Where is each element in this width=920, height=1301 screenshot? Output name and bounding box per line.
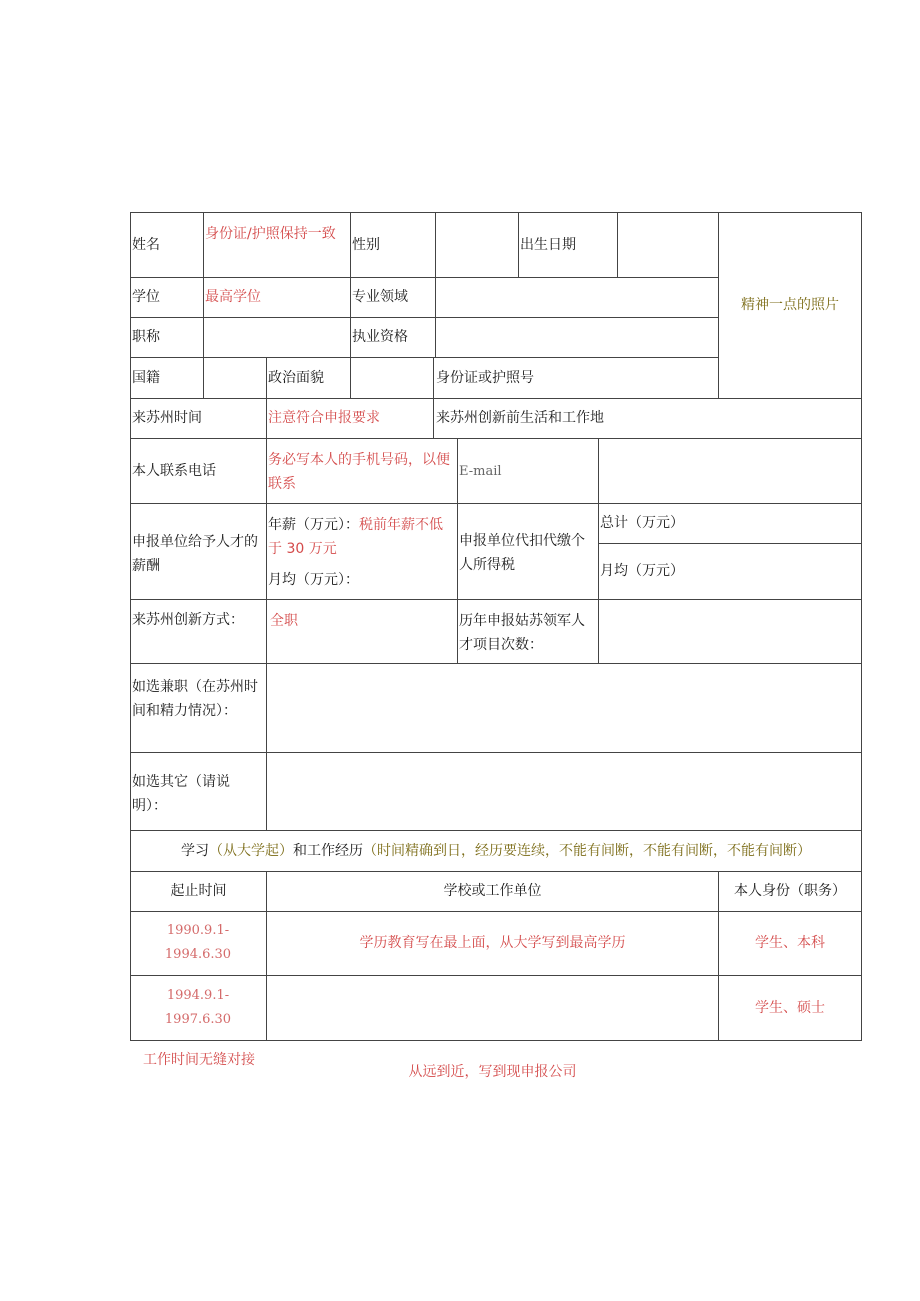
- email-label: E-mail: [459, 464, 502, 479]
- qualification-label: 执业资格: [352, 329, 408, 345]
- experience-row-2-role: 学生、硕士: [755, 999, 825, 1016]
- title-label: 职称: [132, 329, 160, 345]
- table-border: [130, 357, 719, 358]
- table-border: [617, 212, 618, 277]
- table-border: [435, 212, 436, 357]
- note-seamless-work: 工作时间无缝对接: [143, 1052, 255, 1068]
- innovation-mode-label: 来苏州创新方式：: [132, 612, 244, 628]
- major-label: 专业领域: [352, 289, 408, 305]
- table-border: [130, 1040, 862, 1041]
- table-border: [266, 398, 267, 831]
- table-border: [433, 357, 434, 398]
- table-border: [130, 503, 862, 504]
- arrive-time-label: 来苏州时间: [132, 410, 202, 426]
- previous-place-label: 来苏州创新前生活和工作地: [436, 410, 604, 426]
- id-number-label: 身份证或护照号: [436, 369, 534, 386]
- salary-label: 申报单位给予人才的薪酬: [132, 534, 258, 574]
- table-border: [457, 438, 458, 663]
- col-header-unit: 学校或工作单位: [443, 883, 542, 899]
- phone-label: 本人联系电话: [132, 462, 216, 479]
- innovation-mode-hint: 全职: [270, 613, 298, 629]
- table-border: [130, 752, 862, 753]
- col-header-role: 本人身份（职务）: [734, 883, 846, 899]
- politics-label: 政治面貌: [268, 369, 324, 386]
- table-border: [598, 438, 599, 663]
- table-border: [130, 212, 131, 1041]
- experience-row-2-unit: [267, 975, 718, 1040]
- photo-placeholder[interactable]: 精神一点的照片: [741, 297, 839, 313]
- table-border: [130, 663, 862, 664]
- col-header-time: 起止时间: [170, 883, 227, 899]
- monthly-salary-label: 月均（万元）：: [268, 572, 359, 588]
- degree-label: 学位: [132, 289, 160, 305]
- table-border: [861, 212, 862, 1041]
- tax-total-label: 总计（万元）: [600, 515, 684, 531]
- other-mode-label: 如选其它（请说明）：: [132, 774, 230, 814]
- table-border: [130, 599, 862, 600]
- annual-salary-hint: 税前年薪不低于 30 万元: [268, 517, 443, 557]
- table-border: [266, 357, 267, 398]
- table-border: [350, 212, 351, 357]
- experience-heading: 学习 （从大学起） 和工作经历 （时间精确到日，经历要连续，不能有间断，不能有间断，不能有间断）: [181, 842, 811, 859]
- application-history-label: 历年申报姑苏领军人才项目次数：: [459, 613, 585, 653]
- tax-monthly-label: 月均（万元）: [600, 563, 684, 579]
- experience-row-2-time: 1994.9.1-1997.6.30: [164, 988, 232, 1027]
- parttime-label: 如选兼职（在苏州时间和精力情况）：: [132, 679, 258, 719]
- table-border: [203, 212, 204, 398]
- table-border: [350, 357, 351, 398]
- gender-label: 性别: [352, 236, 380, 253]
- table-border: [518, 212, 519, 277]
- experience-row-1-unit: 学历教育写在最上面，从大学写到最高学历: [359, 935, 626, 951]
- note-chronological: 从远到近，写到现申报公司: [408, 1064, 577, 1080]
- experience-row-1-time: 1990.9.1-1994.6.30: [164, 923, 232, 962]
- annual-salary: 年薪（万元）：税前年薪不低于 30 万元: [268, 517, 443, 557]
- tax-label: 申报单位代扣代缴个人所得税: [459, 533, 585, 573]
- phone-hint: 务必写本人的手机号码，以便联系: [268, 452, 450, 492]
- name-label: 姓名: [132, 236, 160, 253]
- experience-row-1-role: 学生、本科: [755, 935, 825, 951]
- table-border: [433, 398, 434, 438]
- table-border: [130, 317, 719, 318]
- arrive-time-hint: 注意符合申报要求: [268, 410, 380, 426]
- birth-date-label: 出生日期: [520, 236, 576, 253]
- table-border: [130, 438, 862, 439]
- degree-hint: 最高学位: [205, 289, 261, 305]
- name-hint: 身份证/护照保持一致: [205, 226, 336, 242]
- nationality-label: 国籍: [132, 369, 160, 386]
